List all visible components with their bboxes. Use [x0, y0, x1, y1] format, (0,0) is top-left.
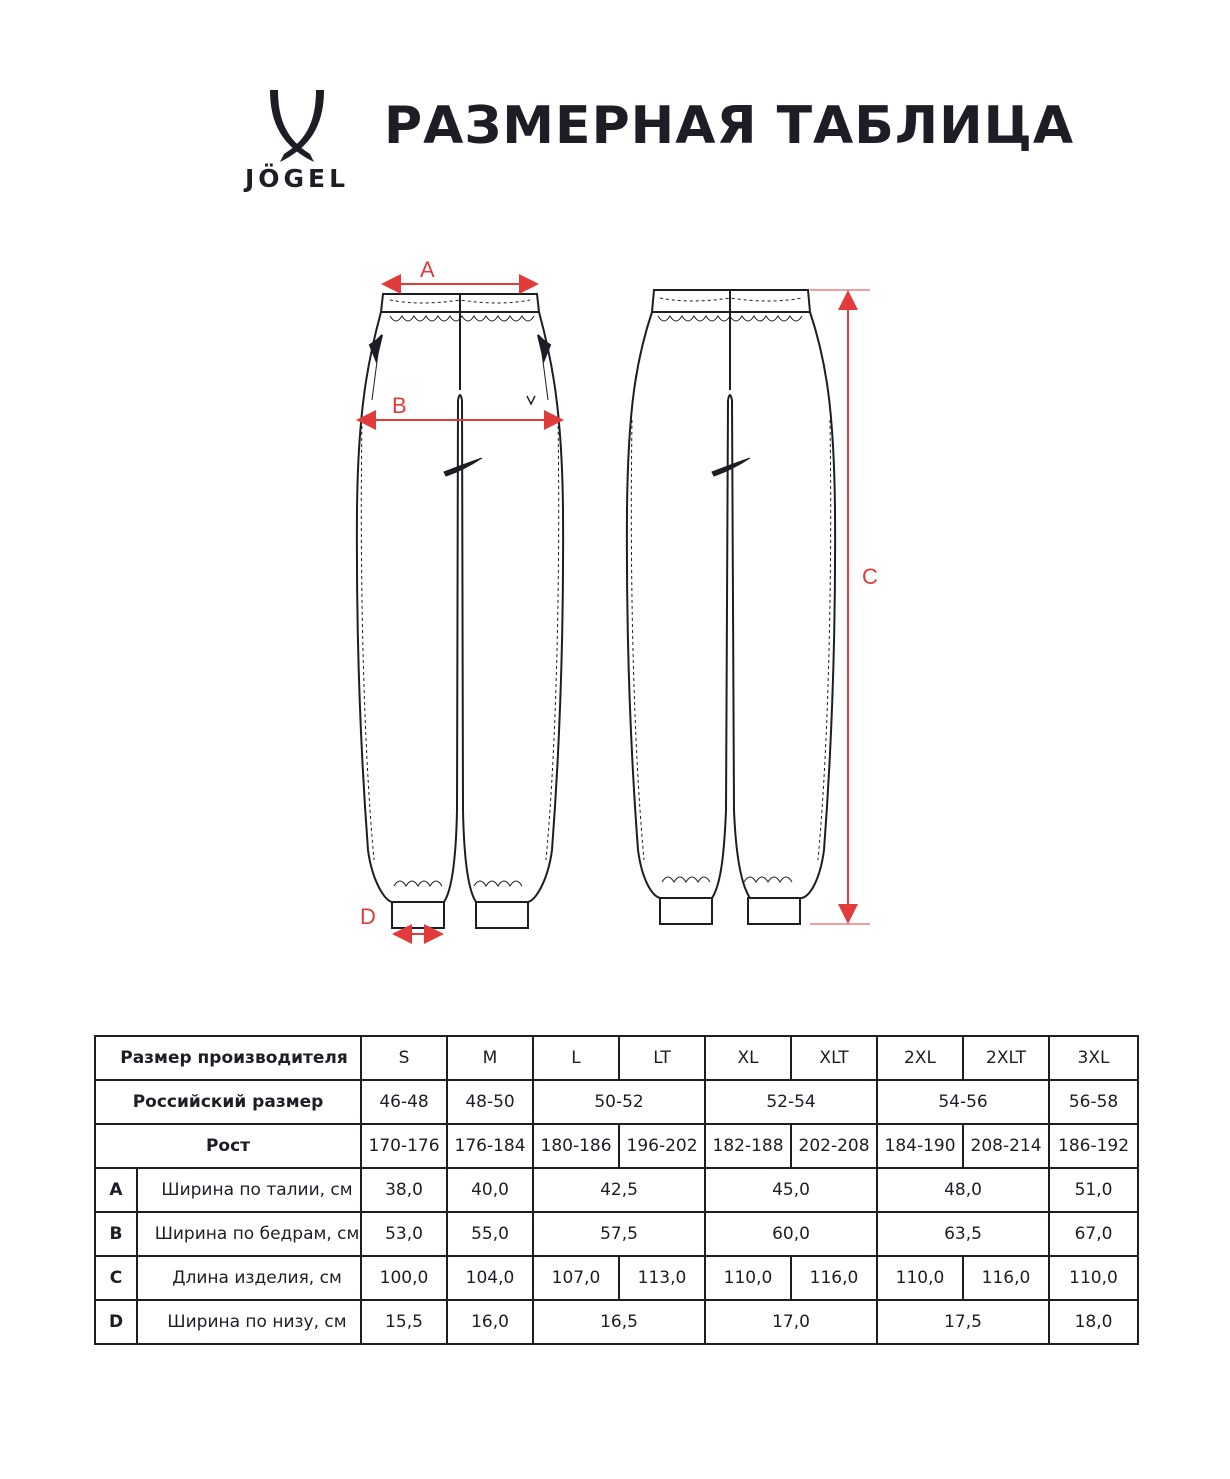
table-cell: 40,0: [447, 1168, 533, 1212]
table-row-waist-width: [95, 1168, 1138, 1212]
table-cell: 208-214: [963, 1124, 1049, 1168]
table-cell: 180-186: [533, 1124, 619, 1168]
logo-text: JÖGEL: [244, 164, 350, 193]
table-cell: 100,0: [361, 1256, 447, 1300]
table-cell: 116,0: [791, 1256, 877, 1300]
table-cell: 107,0: [533, 1256, 619, 1300]
row-label: Ширина по бедрам, см: [137, 1212, 361, 1256]
table-cell: 15,5: [361, 1300, 447, 1344]
table-cell: 2XLT: [963, 1036, 1049, 1080]
measure-label-a: A: [420, 257, 435, 282]
table-cell: 48-50: [447, 1080, 533, 1124]
table-cell: 63,5: [877, 1212, 1049, 1256]
table-cell: 17,0: [705, 1300, 877, 1344]
table-row-russian-size: [95, 1080, 1138, 1124]
table-row-bottom-width: [95, 1300, 1138, 1344]
table-cell: 46-48: [361, 1080, 447, 1124]
table-cell: 50-52: [533, 1080, 705, 1124]
table-cell: 53,0: [361, 1212, 447, 1256]
table-cell: 110,0: [705, 1256, 791, 1300]
table-row-length: [95, 1256, 1138, 1300]
table-cell: XL: [705, 1036, 791, 1080]
table-cell: 110,0: [877, 1256, 963, 1300]
table-cell: 202-208: [791, 1124, 877, 1168]
size-table: [94, 1035, 1139, 1345]
table-cell: 38,0: [361, 1168, 447, 1212]
pants-back-view: [627, 290, 835, 924]
row-label: Длина изделия, см: [137, 1256, 361, 1300]
table-cell: 57,5: [533, 1212, 705, 1256]
table-cell: M: [447, 1036, 533, 1080]
row-label: Ширина по низу, см: [137, 1300, 361, 1344]
table-row-manufacturer-size: [95, 1036, 1138, 1080]
table-cell: 104,0: [447, 1256, 533, 1300]
table-cell: 16,0: [447, 1300, 533, 1344]
table-cell: 42,5: [533, 1168, 705, 1212]
row-label: Рост: [95, 1124, 361, 1168]
logo-mark-icon: [264, 88, 330, 164]
page-title: РАЗМЕРНАЯ ТАБЛИЦА: [384, 96, 1075, 156]
table-cell: 17,5: [877, 1300, 1049, 1344]
row-letter: B: [95, 1212, 137, 1256]
table-cell: 182-188: [705, 1124, 791, 1168]
table-cell: 196-202: [619, 1124, 705, 1168]
table-cell: 67,0: [1049, 1212, 1138, 1256]
table-cell: 56-58: [1049, 1080, 1138, 1124]
measure-label-b: B: [392, 393, 407, 418]
table-cell: L: [533, 1036, 619, 1080]
table-cell: 186-192: [1049, 1124, 1138, 1168]
table-cell: 54-56: [877, 1080, 1049, 1124]
table-cell: 116,0: [963, 1256, 1049, 1300]
table-cell: 16,5: [533, 1300, 705, 1344]
row-letter: D: [95, 1300, 137, 1344]
row-letter: C: [95, 1256, 137, 1300]
pants-diagram: [340, 250, 900, 950]
table-cell: 184-190: [877, 1124, 963, 1168]
table-row-hip-width: [95, 1212, 1138, 1256]
row-label: Российский размер: [95, 1080, 361, 1124]
table-cell: 48,0: [877, 1168, 1049, 1212]
table-cell: 2XL: [877, 1036, 963, 1080]
table-cell: 3XL: [1049, 1036, 1138, 1080]
row-letter: A: [95, 1168, 137, 1212]
table-cell: 51,0: [1049, 1168, 1138, 1212]
pants-front-view: [357, 294, 563, 928]
table-cell: 170-176: [361, 1124, 447, 1168]
row-label: Размер производителя: [95, 1036, 361, 1080]
table-cell: XLT: [791, 1036, 877, 1080]
measure-label-c: C: [862, 564, 878, 589]
measurement-lines: [358, 284, 870, 934]
table-cell: 176-184: [447, 1124, 533, 1168]
table-cell: 45,0: [705, 1168, 877, 1212]
table-cell: 52-54: [705, 1080, 877, 1124]
table-cell: 60,0: [705, 1212, 877, 1256]
table-cell: 55,0: [447, 1212, 533, 1256]
row-label: Ширина по талии, см: [137, 1168, 361, 1212]
table-row-height: [95, 1124, 1138, 1168]
brand-logo: [236, 88, 358, 208]
table-cell: S: [361, 1036, 447, 1080]
table-cell: 113,0: [619, 1256, 705, 1300]
table-cell: 110,0: [1049, 1256, 1138, 1300]
measure-label-d: D: [360, 904, 376, 929]
table-cell: LT: [619, 1036, 705, 1080]
table-cell: 18,0: [1049, 1300, 1138, 1344]
